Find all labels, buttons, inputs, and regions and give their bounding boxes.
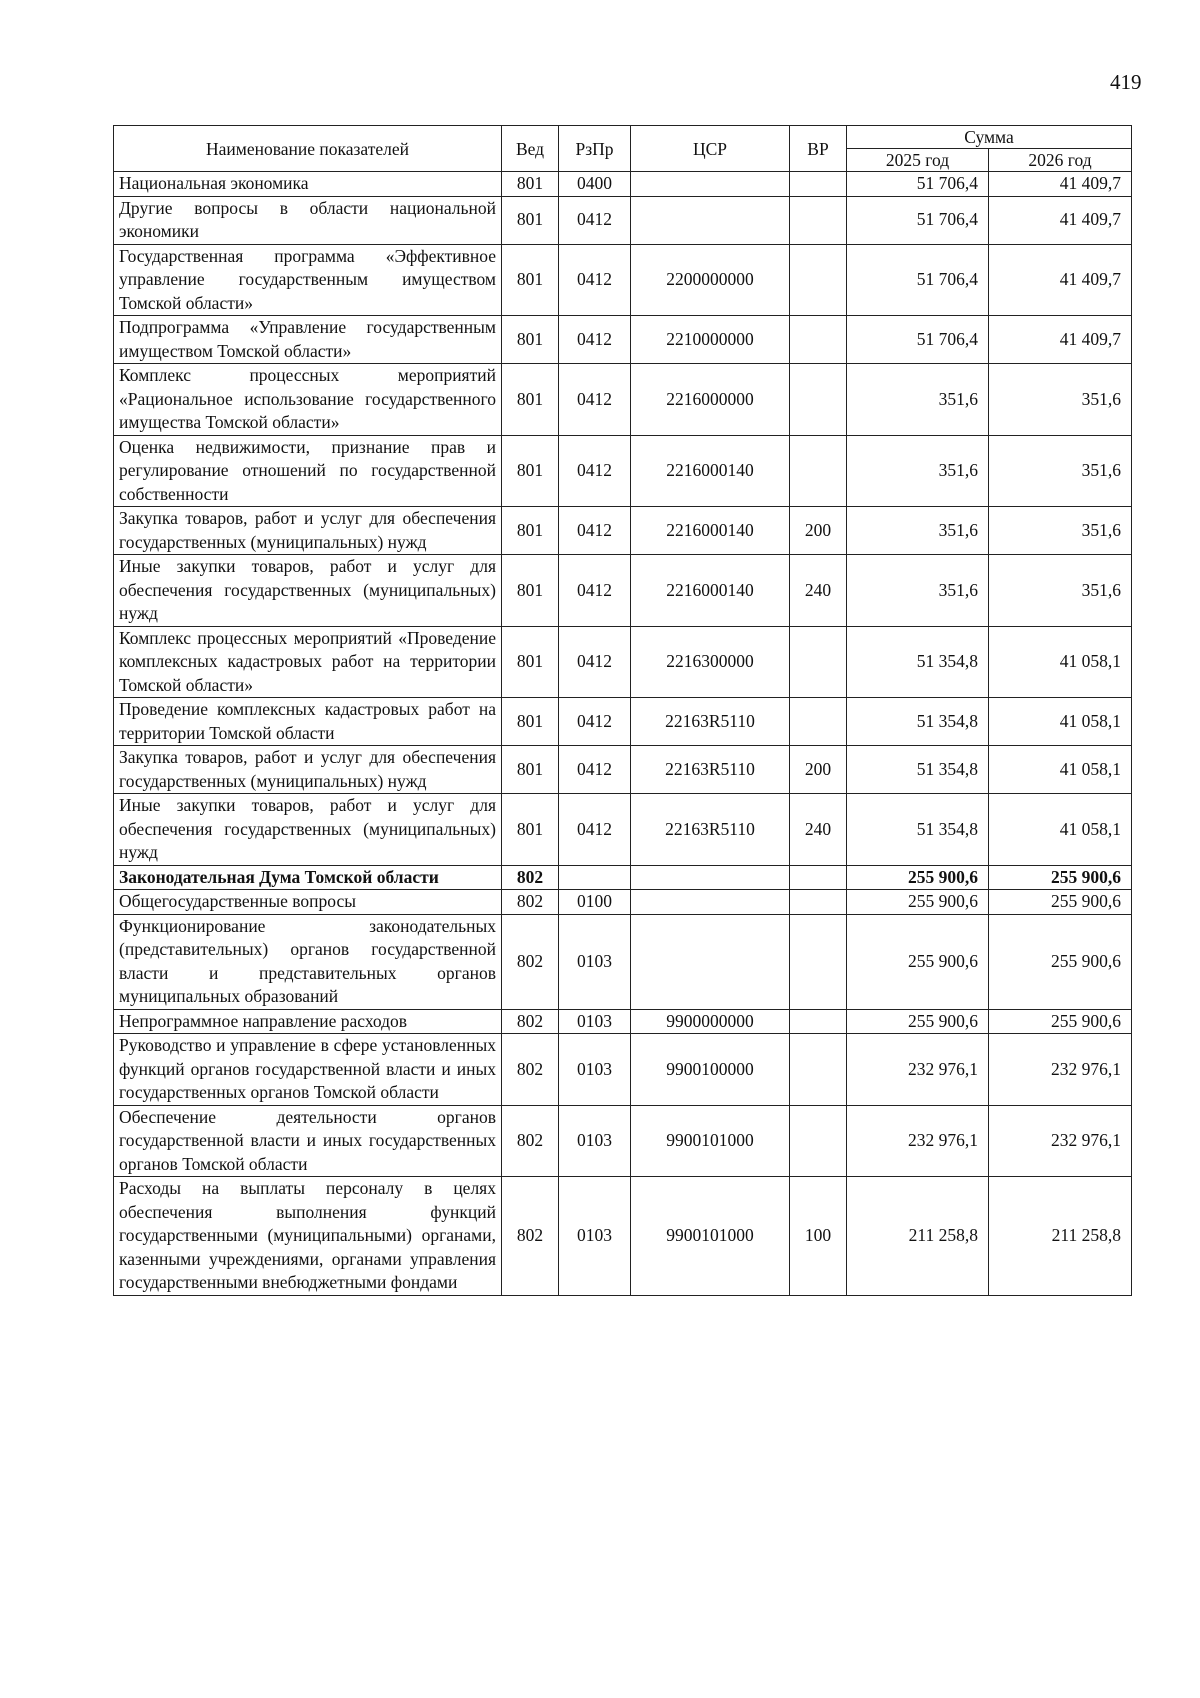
cell-rzpr: 0412 <box>559 555 631 627</box>
cell-name: Закупка товаров, работ и услуг для обеспечения государственных (муниципальных) нужд <box>114 507 502 555</box>
cell-csr: 2216000140 <box>631 507 790 555</box>
cell-sum-2026: 232 976,1 <box>989 1105 1132 1177</box>
table-row <box>114 626 1132 698</box>
cell-sum-2026: 255 900,6 <box>989 1009 1132 1034</box>
cell-name: Руководство и управление в сфере установленных функций органов государственной власти и иных государственных органов Томской области <box>114 1034 502 1106</box>
table-row <box>114 865 1132 890</box>
cell-vr <box>790 196 847 244</box>
cell-name: Государственная программа «Эффективное управление государственным имуществом Томской области» <box>114 244 502 316</box>
cell-sum-2025: 211 258,8 <box>847 1177 989 1296</box>
cell-sum-2026: 41 058,1 <box>989 626 1132 698</box>
cell-name: Обеспечение деятельности органов государственной власти и иных государственных органов Томской области <box>114 1105 502 1177</box>
cell-name: Законодательная Дума Томской области <box>114 865 502 890</box>
cell-name: Национальная экономика <box>114 172 502 197</box>
cell-ved: 801 <box>502 196 559 244</box>
cell-sum-2025: 351,6 <box>847 364 989 436</box>
cell-rzpr <box>559 865 631 890</box>
cell-csr: 2216000000 <box>631 364 790 436</box>
table-row <box>114 555 1132 627</box>
cell-ved: 801 <box>502 172 559 197</box>
cell-csr: 2216300000 <box>631 626 790 698</box>
cell-sum-2025: 255 900,6 <box>847 914 989 1009</box>
cell-rzpr: 0412 <box>559 196 631 244</box>
cell-rzpr: 0412 <box>559 626 631 698</box>
table-row <box>114 1034 1132 1106</box>
cell-sum-2025: 51 354,8 <box>847 626 989 698</box>
table-row <box>114 196 1132 244</box>
cell-rzpr: 0412 <box>559 435 631 507</box>
cell-rzpr: 0412 <box>559 244 631 316</box>
cell-ved: 801 <box>502 507 559 555</box>
cell-name: Оценка недвижимости, признание прав и регулирование отношений по государственной собственности <box>114 435 502 507</box>
cell-sum-2026: 232 976,1 <box>989 1034 1132 1106</box>
cell-name: Комплекс процессных мероприятий «Рациональное использование государственного имущества Томской области» <box>114 364 502 436</box>
cell-sum-2026: 41 058,1 <box>989 746 1132 794</box>
header-vr: ВР <box>790 126 847 172</box>
cell-csr <box>631 865 790 890</box>
cell-rzpr: 0412 <box>559 794 631 866</box>
cell-vr: 240 <box>790 794 847 866</box>
table-row <box>114 890 1132 915</box>
table-row <box>114 698 1132 746</box>
cell-csr <box>631 196 790 244</box>
cell-rzpr: 0412 <box>559 507 631 555</box>
cell-ved: 802 <box>502 1009 559 1034</box>
cell-ved: 801 <box>502 794 559 866</box>
cell-csr: 2210000000 <box>631 316 790 364</box>
cell-ved: 802 <box>502 914 559 1009</box>
cell-ved: 801 <box>502 746 559 794</box>
cell-ved: 802 <box>502 1034 559 1106</box>
cell-sum-2026: 255 900,6 <box>989 865 1132 890</box>
table-row <box>114 746 1132 794</box>
cell-rzpr: 0412 <box>559 316 631 364</box>
cell-sum-2026: 211 258,8 <box>989 1177 1132 1296</box>
cell-csr: 9900100000 <box>631 1034 790 1106</box>
cell-vr <box>790 1034 847 1106</box>
cell-vr <box>790 914 847 1009</box>
cell-sum-2026: 351,6 <box>989 555 1132 627</box>
cell-ved: 802 <box>502 890 559 915</box>
cell-ved: 801 <box>502 698 559 746</box>
cell-sum-2025: 51 354,8 <box>847 794 989 866</box>
cell-rzpr: 0412 <box>559 746 631 794</box>
cell-name: Проведение комплексных кадастровых работ на территории Томской области <box>114 698 502 746</box>
cell-csr: 22163R5110 <box>631 746 790 794</box>
cell-sum-2025: 351,6 <box>847 435 989 507</box>
cell-name: Иные закупки товаров, работ и услуг для обеспечения государственных (муниципальных) нужд <box>114 555 502 627</box>
cell-rzpr: 0103 <box>559 1177 631 1296</box>
cell-ved: 802 <box>502 1105 559 1177</box>
cell-sum-2026: 41 409,7 <box>989 172 1132 197</box>
table-row <box>114 1105 1132 1177</box>
cell-csr: 9900000000 <box>631 1009 790 1034</box>
cell-vr: 100 <box>790 1177 847 1296</box>
cell-vr: 200 <box>790 507 847 555</box>
cell-sum-2025: 51 706,4 <box>847 196 989 244</box>
table-row <box>114 172 1132 197</box>
cell-sum-2025: 232 976,1 <box>847 1034 989 1106</box>
cell-sum-2025: 351,6 <box>847 507 989 555</box>
cell-csr: 9900101000 <box>631 1105 790 1177</box>
table-row <box>114 316 1132 364</box>
cell-sum-2025: 51 706,4 <box>847 316 989 364</box>
cell-vr <box>790 364 847 436</box>
cell-sum-2026: 41 409,7 <box>989 196 1132 244</box>
table-header <box>114 126 1132 172</box>
cell-sum-2025: 255 900,6 <box>847 890 989 915</box>
cell-csr: 9900101000 <box>631 1177 790 1296</box>
cell-sum-2026: 351,6 <box>989 507 1132 555</box>
cell-rzpr: 0412 <box>559 364 631 436</box>
cell-rzpr: 0103 <box>559 914 631 1009</box>
budget-table <box>113 125 1132 1296</box>
cell-sum-2026: 255 900,6 <box>989 914 1132 1009</box>
cell-ved: 801 <box>502 316 559 364</box>
cell-sum-2025: 51 706,4 <box>847 172 989 197</box>
page-number: 419 <box>1110 70 1142 94</box>
cell-sum-2025: 51 706,4 <box>847 244 989 316</box>
cell-name: Закупка товаров, работ и услуг для обеспечения государственных (муниципальных) нужд <box>114 746 502 794</box>
cell-ved: 802 <box>502 865 559 890</box>
cell-sum-2025: 351,6 <box>847 555 989 627</box>
header-year-2025: 2025 год <box>847 149 989 172</box>
cell-vr <box>790 626 847 698</box>
cell-ved: 801 <box>502 555 559 627</box>
cell-ved: 802 <box>502 1177 559 1296</box>
cell-vr: 200 <box>790 746 847 794</box>
table-row <box>114 364 1132 436</box>
table-row <box>114 244 1132 316</box>
cell-vr <box>790 172 847 197</box>
cell-name: Комплекс процессных мероприятий «Проведение комплексных кадастровых работ на территории Томской области» <box>114 626 502 698</box>
cell-sum-2026: 351,6 <box>989 364 1132 436</box>
header-name: Наименование показателей <box>114 126 502 172</box>
table-row <box>114 507 1132 555</box>
cell-rzpr: 0100 <box>559 890 631 915</box>
cell-rzpr: 0103 <box>559 1009 631 1034</box>
cell-ved: 801 <box>502 364 559 436</box>
cell-sum-2026: 255 900,6 <box>989 890 1132 915</box>
cell-vr <box>790 1105 847 1177</box>
header-csr: ЦСР <box>631 126 790 172</box>
cell-vr <box>790 316 847 364</box>
header-year-2026: 2026 год <box>989 149 1132 172</box>
cell-vr <box>790 244 847 316</box>
table-body <box>114 172 1132 1296</box>
header-rzpr: РзПр <box>559 126 631 172</box>
cell-name: Общегосударственные вопросы <box>114 890 502 915</box>
cell-rzpr: 0412 <box>559 698 631 746</box>
cell-sum-2026: 351,6 <box>989 435 1132 507</box>
cell-rzpr: 0103 <box>559 1105 631 1177</box>
cell-sum-2026: 41 058,1 <box>989 794 1132 866</box>
cell-name: Иные закупки товаров, работ и услуг для обеспечения государственных (муниципальных) нужд <box>114 794 502 866</box>
cell-sum-2026: 41 058,1 <box>989 698 1132 746</box>
cell-sum-2025: 51 354,8 <box>847 746 989 794</box>
cell-sum-2026: 41 409,7 <box>989 316 1132 364</box>
table-row <box>114 435 1132 507</box>
cell-ved: 801 <box>502 435 559 507</box>
table-row <box>114 1177 1132 1296</box>
cell-name: Расходы на выплаты персоналу в целях обеспечения выполнения функций государственными (муниципальными) органами, казенными учреждениями, органами управления государственными внебюджетными фондами <box>114 1177 502 1296</box>
cell-csr <box>631 914 790 1009</box>
header-ved: Вед <box>502 126 559 172</box>
cell-name: Другие вопросы в области национальной экономики <box>114 196 502 244</box>
cell-csr: 2200000000 <box>631 244 790 316</box>
cell-csr: 2216000140 <box>631 555 790 627</box>
cell-vr <box>790 890 847 915</box>
cell-rzpr: 0103 <box>559 1034 631 1106</box>
cell-vr <box>790 435 847 507</box>
cell-vr <box>790 865 847 890</box>
cell-ved: 801 <box>502 244 559 316</box>
cell-name: Подпрограмма «Управление государственным имуществом Томской области» <box>114 316 502 364</box>
table-row <box>114 794 1132 866</box>
cell-vr <box>790 698 847 746</box>
cell-csr <box>631 890 790 915</box>
cell-vr: 240 <box>790 555 847 627</box>
cell-vr <box>790 1009 847 1034</box>
cell-name: Непрограммное направление расходов <box>114 1009 502 1034</box>
cell-csr: 22163R5110 <box>631 698 790 746</box>
cell-name: Функционирование законодательных (представительных) органов государственной власти и представительных органов муниципальных образований <box>114 914 502 1009</box>
cell-csr: 22163R5110 <box>631 794 790 866</box>
table-row <box>114 1009 1132 1034</box>
table-row <box>114 914 1132 1009</box>
cell-sum-2025: 255 900,6 <box>847 1009 989 1034</box>
cell-ved: 801 <box>502 626 559 698</box>
cell-sum-2026: 41 409,7 <box>989 244 1132 316</box>
cell-rzpr: 0400 <box>559 172 631 197</box>
header-sum: Сумма <box>847 126 1132 149</box>
cell-sum-2025: 255 900,6 <box>847 865 989 890</box>
cell-sum-2025: 232 976,1 <box>847 1105 989 1177</box>
cell-csr <box>631 172 790 197</box>
cell-csr: 2216000140 <box>631 435 790 507</box>
cell-sum-2025: 51 354,8 <box>847 698 989 746</box>
